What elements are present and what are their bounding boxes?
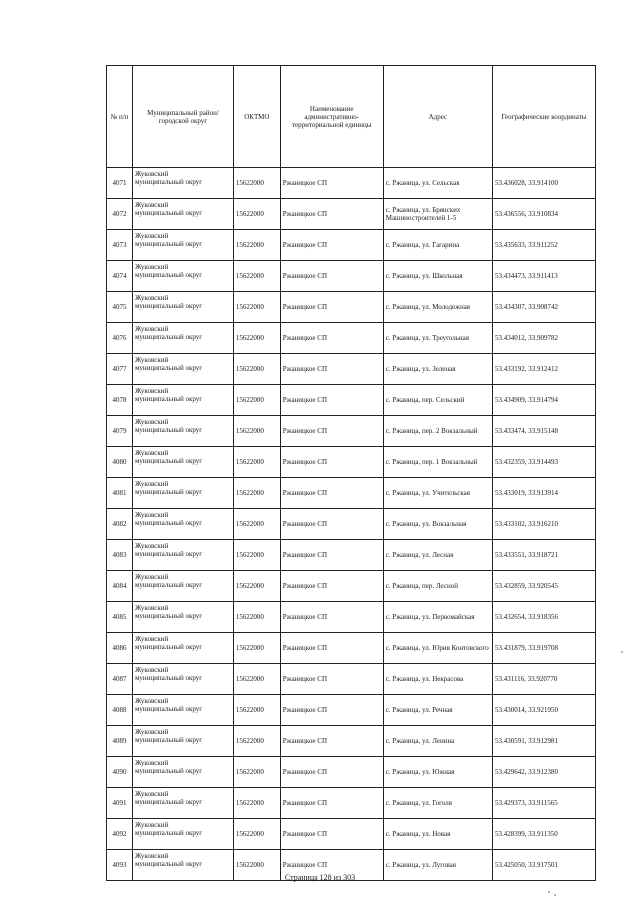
cell-oktmo: 15622000	[233, 199, 280, 230]
cell-oktmo: 15622000	[233, 168, 280, 199]
table-row	[107, 168, 596, 199]
cell-district: Жуковский муниципальный округ	[133, 633, 234, 664]
cell-oktmo: 15622000	[233, 602, 280, 633]
cell-num: 4074	[107, 261, 133, 292]
cell-num: 4072	[107, 199, 133, 230]
cell-oktmo: 15622000	[233, 633, 280, 664]
cell-oktmo: 15622000	[233, 664, 280, 695]
table-row	[107, 261, 596, 292]
cell-oktmo: 15622000	[233, 726, 280, 757]
cell-coords: 53.431879, 33.919708	[492, 633, 595, 664]
cell-district: Жуковский муниципальный округ	[133, 292, 234, 323]
cell-unit: Ржаницкое СП	[280, 385, 383, 416]
cell-unit: Ржаницкое СП	[280, 788, 383, 819]
cell-address: с. Ржаница, ул. Школьная	[383, 261, 492, 292]
cell-district: Жуковский муниципальный округ	[133, 199, 234, 230]
cell-unit: Ржаницкое СП	[280, 509, 383, 540]
cell-oktmo: 15622000	[233, 416, 280, 447]
cell-district: Жуковский муниципальный округ	[133, 416, 234, 447]
cell-coords: 53.435633, 33.911252	[492, 230, 595, 261]
cell-oktmo: 15622000	[233, 323, 280, 354]
table-row	[107, 819, 596, 850]
cell-coords: 53.428399, 33.911350	[492, 819, 595, 850]
scan-speck	[548, 891, 550, 893]
header-address: Адрес	[383, 66, 492, 168]
cell-address: с. Ржаница, ул. Лесная	[383, 540, 492, 571]
cell-coords: 53.433019, 33.913914	[492, 478, 595, 509]
cell-district: Жуковский муниципальный округ	[133, 323, 234, 354]
table-row	[107, 788, 596, 819]
cell-district: Жуковский муниципальный округ	[133, 509, 234, 540]
cell-coords: 53.431116, 33.920770	[492, 664, 595, 695]
cell-address: с. Ржаница, пер. Лесной	[383, 571, 492, 602]
cell-address: с. Ржаница, ул. Треугольная	[383, 323, 492, 354]
cell-oktmo: 15622000	[233, 788, 280, 819]
header-unit: Наименование административно-территориальной единицы	[280, 66, 383, 168]
cell-district: Жуковский муниципальный округ	[133, 447, 234, 478]
cell-unit: Ржаницкое СП	[280, 354, 383, 385]
cell-district: Жуковский муниципальный округ	[133, 819, 234, 850]
cell-coords: 53.434473, 33.911413	[492, 261, 595, 292]
cell-address: с. Ржаница, ул. Первомайская	[383, 602, 492, 633]
cell-address: с. Ржаница, ул. Ленина	[383, 726, 492, 757]
cell-coords: 53.430591, 33.912981	[492, 726, 595, 757]
table-header-row	[107, 66, 596, 168]
cell-oktmo: 15622000	[233, 447, 280, 478]
cell-address: с. Ржаница, ул. Гагарина	[383, 230, 492, 261]
cell-district: Жуковский муниципальный округ	[133, 695, 234, 726]
cell-coords: 53.433102, 33.916210	[492, 509, 595, 540]
cell-oktmo: 15622000	[233, 571, 280, 602]
cell-unit: Ржаницкое СП	[280, 695, 383, 726]
cell-num: 4088	[107, 695, 133, 726]
cell-unit: Ржаницкое СП	[280, 261, 383, 292]
cell-address: с. Ржаница, пер. Сельский	[383, 385, 492, 416]
table-row	[107, 602, 596, 633]
cell-num: 4093	[107, 850, 133, 881]
scan-speck	[621, 651, 623, 653]
cell-num: 4091	[107, 788, 133, 819]
cell-address: с. Ржаница, ул. Учительская	[383, 478, 492, 509]
cell-num: 4087	[107, 664, 133, 695]
cell-address: с. Ржаница, ул. Новая	[383, 819, 492, 850]
cell-district: Жуковский муниципальный округ	[133, 261, 234, 292]
cell-unit: Ржаницкое СП	[280, 819, 383, 850]
cell-oktmo: 15622000	[233, 540, 280, 571]
cell-coords: 53.425050, 33.917501	[492, 850, 595, 881]
table-row	[107, 664, 596, 695]
table-row	[107, 633, 596, 664]
cell-district: Жуковский муниципальный округ	[133, 354, 234, 385]
cell-num: 4071	[107, 168, 133, 199]
cell-unit: Ржаницкое СП	[280, 292, 383, 323]
cell-unit: Ржаницкое СП	[280, 757, 383, 788]
table-row	[107, 292, 596, 323]
cell-num: 4076	[107, 323, 133, 354]
cell-num: 4080	[107, 447, 133, 478]
cell-num: 4082	[107, 509, 133, 540]
cell-num: 4073	[107, 230, 133, 261]
cell-coords: 53.434307, 33.908742	[492, 292, 595, 323]
cell-oktmo: 15622000	[233, 354, 280, 385]
cell-coords: 53.434012, 33.909782	[492, 323, 595, 354]
scan-speck	[554, 894, 556, 896]
cell-oktmo: 15622000	[233, 292, 280, 323]
header-coords: Географические координаты	[492, 66, 595, 168]
cell-address: с. Ржаница, ул. Некрасова	[383, 664, 492, 695]
cell-district: Жуковский муниципальный округ	[133, 602, 234, 633]
cell-oktmo: 15622000	[233, 509, 280, 540]
cell-coords: 53.433192, 33.912412	[492, 354, 595, 385]
cell-unit: Ржаницкое СП	[280, 664, 383, 695]
cell-district: Жуковский муниципальный округ	[133, 757, 234, 788]
cell-unit: Ржаницкое СП	[280, 230, 383, 261]
cell-district: Жуковский муниципальный округ	[133, 664, 234, 695]
cell-address: с. Ржаница, ул. Южная	[383, 757, 492, 788]
table-row	[107, 695, 596, 726]
cell-unit: Ржаницкое СП	[280, 726, 383, 757]
cell-address: с. Ржаница, ул. Речная	[383, 695, 492, 726]
cell-address: с. Ржаница, ул. Брянских Машиностроителей 1-5	[383, 199, 492, 230]
cell-oktmo: 15622000	[233, 757, 280, 788]
cell-coords: 53.433551, 33.918721	[492, 540, 595, 571]
cell-unit: Ржаницкое СП	[280, 633, 383, 664]
cell-address: с. Ржаница, ул. Луговая	[383, 850, 492, 881]
cell-district: Жуковский муниципальный округ	[133, 168, 234, 199]
cell-unit: Ржаницкое СП	[280, 602, 383, 633]
table-row	[107, 230, 596, 261]
cell-coords: 53.432859, 33.920545	[492, 571, 595, 602]
table-row	[107, 571, 596, 602]
table-row	[107, 447, 596, 478]
table-row	[107, 540, 596, 571]
cell-address: с. Ржаница, ул. Гоголя	[383, 788, 492, 819]
cell-district: Жуковский муниципальный округ	[133, 788, 234, 819]
cell-num: 4079	[107, 416, 133, 447]
cell-address: с. Ржаница, ул. Сельская	[383, 168, 492, 199]
page-number: Страница 128 из 303	[284, 873, 356, 882]
cell-coords: 53.432359, 33.914493	[492, 447, 595, 478]
header-district: Муниципальный район/городской округ	[133, 66, 234, 168]
cell-unit: Ржаницкое СП	[280, 571, 383, 602]
cell-coords: 53.430014, 33.921950	[492, 695, 595, 726]
cell-num: 4075	[107, 292, 133, 323]
cell-coords: 53.434909, 33.914794	[492, 385, 595, 416]
cell-district: Жуковский муниципальный округ	[133, 726, 234, 757]
cell-address: с. Ржаница, пер. 2 Вокзальный	[383, 416, 492, 447]
cell-unit: Ржаницкое СП	[280, 416, 383, 447]
cell-oktmo: 15622000	[233, 695, 280, 726]
table-body	[107, 168, 596, 881]
cell-coords: 53.429373, 33.911565	[492, 788, 595, 819]
cell-oktmo: 15622000	[233, 261, 280, 292]
cell-district: Жуковский муниципальный округ	[133, 540, 234, 571]
cell-district: Жуковский муниципальный округ	[133, 230, 234, 261]
cell-coords: 53.436556, 33.910834	[492, 199, 595, 230]
table-row	[107, 478, 596, 509]
table-row	[107, 199, 596, 230]
cell-address: с. Ржаница, ул. Вокзальная	[383, 509, 492, 540]
cell-num: 4078	[107, 385, 133, 416]
cell-coords: 53.432654, 33.918356	[492, 602, 595, 633]
cell-oktmo: 15622000	[233, 850, 280, 881]
cell-district: Жуковский муниципальный округ	[133, 478, 234, 509]
cell-num: 4086	[107, 633, 133, 664]
cell-address: с. Ржаница, ул. Юрия Контовского	[383, 633, 492, 664]
table-row	[107, 385, 596, 416]
cell-unit: Ржаницкое СП	[280, 168, 383, 199]
cell-address: с. Ржаница, ул. Молодежная	[383, 292, 492, 323]
cell-district: Жуковский муниципальный округ	[133, 385, 234, 416]
cell-address: с. Ржаница, ул. Зеленая	[383, 354, 492, 385]
cell-address: с. Ржаница, пер. 1 Вокзальный	[383, 447, 492, 478]
cell-unit: Ржаницкое СП	[280, 478, 383, 509]
cell-oktmo: 15622000	[233, 478, 280, 509]
cell-coords: 53.429642, 33.912380	[492, 757, 595, 788]
cell-district: Жуковский муниципальный округ	[133, 571, 234, 602]
table-row	[107, 354, 596, 385]
cell-num: 4085	[107, 602, 133, 633]
cell-unit: Ржаницкое СП	[280, 447, 383, 478]
header-oktmo: ОКТМО	[233, 66, 280, 168]
locations-table	[106, 65, 596, 881]
table-row	[107, 757, 596, 788]
cell-num: 4081	[107, 478, 133, 509]
cell-coords: 53.436028, 33.914100	[492, 168, 595, 199]
cell-num: 4089	[107, 726, 133, 757]
header-num: № п/п	[107, 66, 133, 168]
cell-unit: Ржаницкое СП	[280, 540, 383, 571]
cell-unit: Ржаницкое СП	[280, 323, 383, 354]
cell-oktmo: 15622000	[233, 819, 280, 850]
cell-district: Жуковский муниципальный округ	[133, 850, 234, 881]
cell-num: 4083	[107, 540, 133, 571]
table-row	[107, 323, 596, 354]
table-row	[107, 509, 596, 540]
cell-oktmo: 15622000	[233, 230, 280, 261]
cell-num: 4084	[107, 571, 133, 602]
cell-num: 4092	[107, 819, 133, 850]
cell-num: 4077	[107, 354, 133, 385]
cell-oktmo: 15622000	[233, 385, 280, 416]
cell-num: 4090	[107, 757, 133, 788]
table-row	[107, 726, 596, 757]
cell-unit: Ржаницкое СП	[280, 199, 383, 230]
cell-unit: Ржаницкое СП	[280, 850, 383, 881]
cell-coords: 53.433474, 33.915148	[492, 416, 595, 447]
table-row	[107, 416, 596, 447]
